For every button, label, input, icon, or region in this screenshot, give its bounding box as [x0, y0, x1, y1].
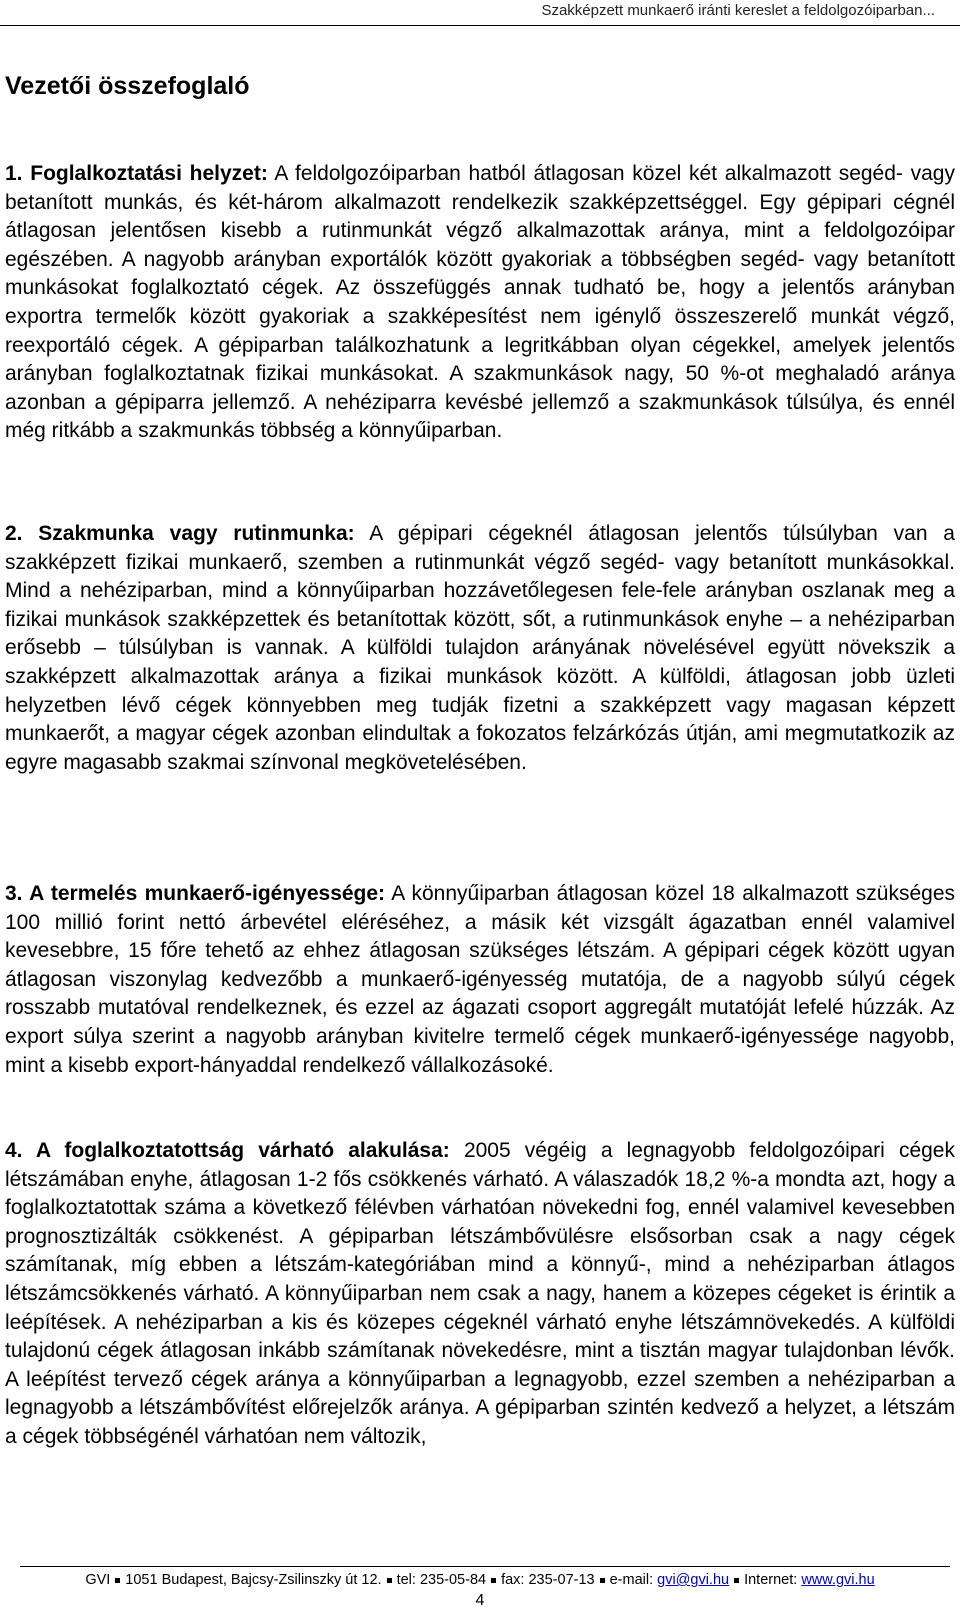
section-body: A könnyűiparban átlagosan közel 18 alkalmazott szükséges 100 millió forint nettó árbevétel eléréséhez, a másik két vizsgált ágazatban ennél valamivel kevesebbre, 15 főre tehető az ehhez átlagosan szükséges létszám. A gépipari cégek között ugyan átlagosan viszonylag kedvezőbb a munkaerő-igényesség mutatója, de a nagyobb súlyú cégek rosszabb mutatóval rendelkeznek, és ezzel az ágazati csoport aggregált mutatóját lefelé húzzák. Az export súlya szerint a nagyobb arányban kivitelre termelő cégek munkaerő-igényessége nagyobb, mint a kisebb export-hányaddal rendelkező vállalkozásoké.: [5, 882, 956, 1077]
section-heading: 3. A termelés munkaerő-igényessége:: [5, 882, 386, 905]
section-body: A gépipari cégeknél átlagosan jelentős túlsúlyban van a szakképzett fizikai munkaerő, szemben a rutinmunkát végző segéd- vagy betanított munkásokkal. Mind a nehéziparban, mind a könnyűiparban hozzávetőlegesen fele-fele arányban oszlanak meg a fizikai munkások szakképzettek és betanítottak között, sőt, a rutinmunkások enyhe – a nehéziparban erősebb – túlsúlyban is vannak. A külföldi tulajdon arányának növelésével együtt növekszik a szakképzett alkalmazottak aránya a fizikai munkások között. A külföldi, átlagosan jobb üzleti helyzetben lévő cégek könnyebben meg tudják fizetni a szakképzett vagy magasan képzett munkaerőt, a magyar cégek azonban elindultak a fokozatos felzárkózás útján, ami megmutatkozik az egyre magasabb szakmai színvonal megkövetelésében.: [5, 522, 955, 774]
footer-email-label: e-mail:: [609, 1572, 654, 1588]
section-body: A feldolgozóiparban hatból átlagosan közel két alkalmazott segéd- vagy betanított munkás, és két-három alkalmazott rendelkezik szakképzettséggel. Egy gépipari cégnél átlagosan jelentősen kisebb a rutinmunkát végző alkalmazottak aránya, mint a feldolgozóipar egészében. A nagyobb arányban exportálók között gyakoriak a többségben segéd- vagy betanított munkásokat foglalkoztató cégek. Az összefüggés annak tudható be, hogy a jelentős arányban exportra termelők között gyakoriak a szakképesítést nem igénylő összeszerelő munkát végző, reexportáló cégek. A gépiparban találkozhatunk a legritkábban olyan cégekkel, amelyek jelentős arányban foglalkoztatnak fizikai munkásokat. A szakmunkások nagy, 50 %-ot meghaladó aránya azonban a gépiparra jellemző. A nehéziparra kevésbé jellemző a szakmunkások túlsúlya, és ennél még ritkább a szakmunkás többség a könnyűiparban.: [5, 162, 955, 443]
section-labour-intensity: [5, 880, 955, 1080]
footer-phone: tel: 235-05-84: [396, 1572, 487, 1588]
section-skilled-vs-routine-work: [5, 520, 955, 777]
section-heading: 2. Szakmunka vagy rutinmunka:: [5, 522, 355, 545]
footer-fax: fax: 235-07-13: [501, 1572, 595, 1588]
footer-internet-label: Internet:: [744, 1572, 798, 1588]
bullet-separator-icon: [115, 1578, 120, 1583]
bullet-separator-icon: [387, 1578, 392, 1583]
bullet-separator-icon: [491, 1578, 496, 1583]
header-divider: [0, 25, 960, 26]
bullet-separator-icon: [600, 1578, 605, 1583]
running-header: Szakképzett munkaerő iránti kereslet a feldolgozóiparban...: [541, 2, 935, 19]
page-title: Vezetői összefoglaló: [5, 72, 250, 100]
footer-address: 1051 Budapest, Bajcsy-Zsilinszky út 12.: [125, 1572, 382, 1588]
footer-email-link[interactable]: gvi@gvi.hu: [657, 1572, 730, 1588]
footer-contact-line: [0, 1571, 960, 1589]
section-employment-situation: [5, 160, 955, 446]
footer-divider: [20, 1566, 950, 1567]
footer-org: GVI: [85, 1572, 111, 1588]
footer-website-link[interactable]: www.gvi.hu: [801, 1572, 875, 1588]
page-number: 4: [475, 1592, 485, 1609]
section-heading: 1. Foglalkoztatási helyzet:: [5, 162, 268, 185]
section-heading: 4. A foglalkoztatottság várható alakulása:: [5, 1139, 450, 1162]
bullet-separator-icon: [734, 1578, 739, 1583]
section-employment-outlook: [5, 1137, 955, 1452]
section-body: 2005 végéig a legnagyobb feldolgozóipari cégek létszámában enyhe, átlagosan 1-2 fős csökkenés várható. A válaszadók 18,2 %-a mondta azt, hogy a foglalkoztatottak száma a következő félévben várhatóan növekedni fog, ennél valamivel kevesebben prognosztizálták csökkenést. A gépiparban létszámbővülésre elsősorban csak a nagy cégek számítanak, míg ebben a létszám-kategóriában mind a könnyű-, mind a nehéziparban átlagos létszámcsökkenés várható. A könnyűiparban nem csak a nagy, hanem a közepes cégeket is érintik a leépítések. A nehéziparban a kis és közepes cégeknél várható enyhe létszámnövekedés. A külföldi tulajdonú cégek átlagosan inkább számítanak növekedésre, mint a tisztán magyar tulajdonban lévők. A leépítést tervező cégek aránya a könnyűiparban a legnagyobb, ezzel szemben a nehéziparban a legnagyobb a létszámbővítést előrejelzők aránya. A gépiparban szintén kedvező a helyzet, a létszám a cégek többségénél várhatóan nem változik,: [5, 1139, 955, 1448]
